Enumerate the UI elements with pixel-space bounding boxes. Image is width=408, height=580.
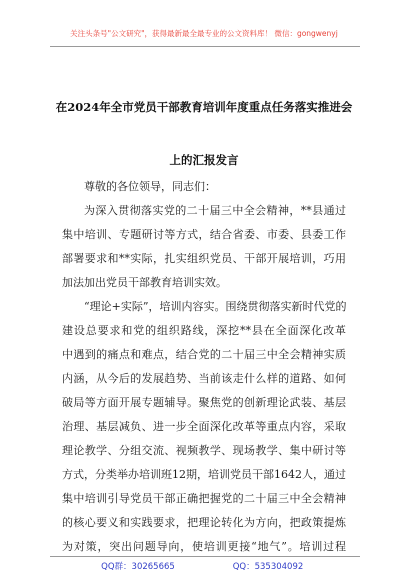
- document-title-line-1: 在2024年全市党员干部教育培训年度重点任务落实推进会: [55, 100, 353, 114]
- paragraph-line: 治理、基层减负、进一步全面深化改革等重点内容，采取: [62, 420, 346, 433]
- paragraph-line: 方式，分类举办培训班12期，培训党员干部1642人，通过: [62, 468, 346, 481]
- paragraph-line: 内涵，从今后的发展趋势、当前该走什么样的道路、如何: [62, 372, 346, 385]
- paragraph-line: 部署要求和**实际，扎实组织党员、干部开展培训，巧用: [62, 252, 346, 265]
- paragraph: [62, 199, 346, 295]
- paragraph-line: 集中培训、专题研讨等方式，结合省委、市委、县委工作: [62, 228, 346, 241]
- paragraph-line: 为对策，突出问题导向，使培训更接“地气”。培训过程: [62, 540, 346, 553]
- paragraph: [62, 295, 346, 559]
- salutation: 尊敬的各位领导，同志们：: [84, 180, 216, 193]
- paragraph-line: “理论+实际”，培训内容实。围绕贯彻落实新时代党的: [84, 300, 347, 313]
- promo-banner-text: 关注头条号"公文研究"，获得最新最全最专业的公文资料库！ 微信：gongwenyj: [70, 29, 338, 38]
- footer-qq-group: QQ群：30265665: [101, 562, 175, 572]
- document-title-line-2: 上的汇报发言: [169, 153, 239, 167]
- paragraph-line: 集中培训引导党员干部正确把握党的二十届三中全会精神: [62, 492, 346, 505]
- paragraph-line: 中遇到的痛点和难点，结合党的二十届三中全会精神实质: [62, 348, 346, 361]
- paragraph-line: 建设总要求和党的组织路线，深挖**县在全面深化改革: [62, 324, 346, 337]
- paragraph-line: 的核心要义和实践要求，把理论转化为方向，把政策提炼: [62, 516, 346, 529]
- document-body: [62, 175, 346, 559]
- paragraph-line: 破局等方面开展专题辅导。聚焦党的创新理论武装、基层: [62, 396, 346, 409]
- footer-divider: [50, 556, 360, 557]
- paragraph-line: 加法加出党员干部教育培训实效。: [62, 276, 227, 289]
- footer-qq: QQ：535304092: [232, 562, 304, 572]
- header-divider: [50, 46, 360, 47]
- paragraph-line: 为深入贯彻落实党的二十届三中全会精神，**县通过: [84, 204, 346, 217]
- paragraph-line: 理论教学、分组交流、视频教学、现场教学、集中研讨等: [62, 444, 346, 457]
